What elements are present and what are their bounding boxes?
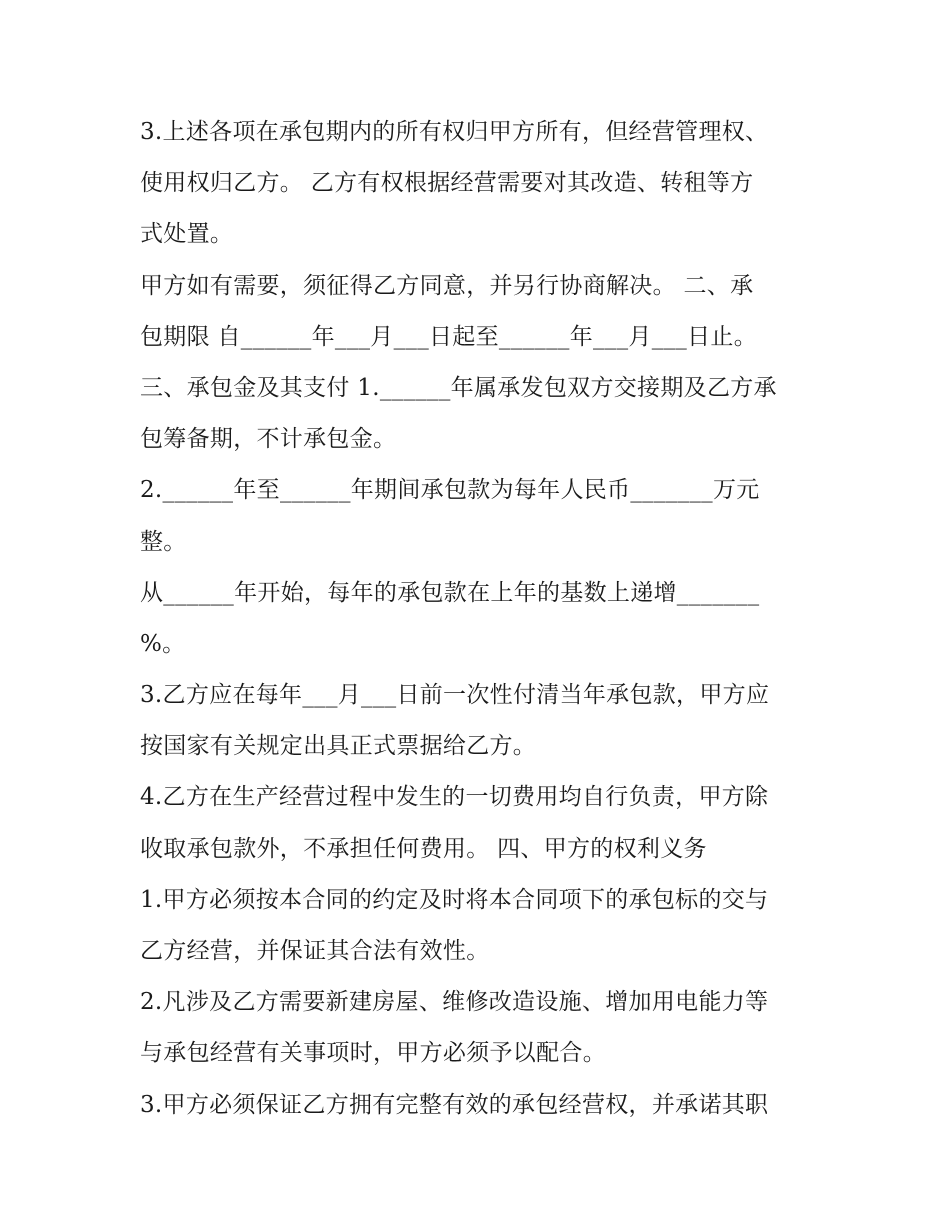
- text-line: %。: [140, 630, 186, 657]
- text-line: 三、承包金及其支付 1.______年属承发包双方交接期及乙方承: [140, 374, 777, 401]
- document-body: [140, 107, 820, 1131]
- text-line: 4.乙方在生产经营过程中发生的一切费用均自行负责，甲方除: [140, 784, 769, 811]
- text-line: 从______年开始，每年的承包款在上年的基数上递增_______: [140, 579, 760, 606]
- text-line: 与承包经营有关事项时，甲方必须予以配合。: [140, 1040, 606, 1067]
- text-line: 3.上述各项在承包期内的所有权归甲方所有，但经营管理权、: [140, 119, 769, 145]
- text-line: 乙方经营，并保证其合法有效性。: [140, 938, 490, 964]
- text-line: 2.______年至______年期间承包款为每年人民币_______万元: [140, 477, 760, 504]
- text-line: 甲方如有需要，须征得乙方同意，并另行协商解决。 二、承: [140, 272, 754, 299]
- text-line: 2.凡涉及乙方需要新建房屋、维修改造设施、增加用电能力等: [140, 989, 769, 1016]
- text-line: 3.甲方必须保证乙方拥有完整有效的承包经营权，并承诺其职: [140, 1091, 769, 1118]
- text-line: 整。: [140, 528, 187, 555]
- text-line: 式处置。: [140, 221, 234, 248]
- text-line: 包期限 自______年___月___日起至______年___月___日止。: [140, 323, 758, 350]
- text-line: 收取承包款外，不承担任何费用。 四、甲方的权利义务: [140, 835, 707, 862]
- text-line: 按国家有关规定出具正式票据给乙方。: [140, 733, 537, 760]
- text-line: 使用权归乙方。 乙方有权根据经营需要对其改造、转租等方: [140, 170, 754, 197]
- text-line: 3.乙方应在每年___月___日前一次性付清当年承包款，甲方应: [140, 682, 770, 709]
- text-line: 1.甲方必须按本合同的约定及时将本合同项下的承包标的交与: [140, 886, 769, 913]
- text-line: 包筹备期，不计承包金。: [140, 426, 397, 453]
